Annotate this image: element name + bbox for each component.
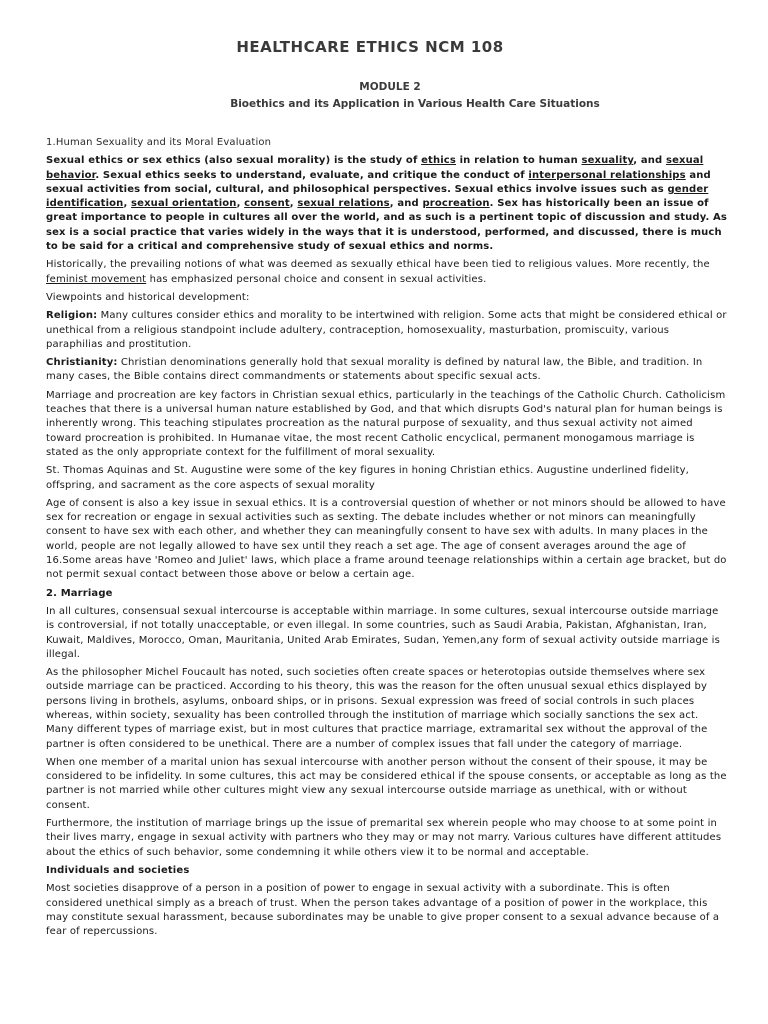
christianity-paragraph (46, 356, 728, 385)
feminist-movement-link[interactable]: feminist movement (46, 273, 147, 285)
text-run: Many cultures consider ethics and morality to be intertwined with religion. Some acts that might be considered ethical or unethical from a religious standpoint include adultery, contraception, homosexuality, masturbation, promiscuity, various paraphilias and prostitution. (46, 310, 727, 350)
individuals-heading: Individuals and societies (46, 864, 190, 876)
viewpoints-heading: Viewpoints and historical development: (46, 291, 250, 303)
christianity-label: Christianity: (46, 357, 118, 369)
text-run: in relation to human (455, 155, 582, 167)
marriage-paragraph-4: Furthermore, the institution of marriage brings up the issue of premarital sex wherein people who may choose to at some point in their lives marry, engage in sexual activity with partners who they may or may not marry. Various cultures have different attitudes about the ethics of such behavior, some condemning it while others view it to be normal and acceptable. (46, 818, 722, 858)
text-run: , (289, 198, 298, 210)
text-run: . Sex has historically been an issue of great importance to people in cultures all over the world, and as such is a pertinent topic of discussion and study. As sex is a social practice that varies widely in the ways that it is understood, performed, and discussed, there is much to be said for a critical and comprehensive study of sexual ethics and norms. (46, 198, 728, 253)
consent-link[interactable]: consent (244, 198, 290, 210)
text-run: has emphasized personal choice and consent in sexual activities. (146, 273, 487, 285)
document-title: HEALTHCARE ETHICS NCM 108 (236, 38, 504, 56)
text-run: . Sexual ethics seeks to understand, evaluate, and critique the conduct of (95, 169, 529, 181)
text-run: , and (389, 198, 423, 210)
age-of-consent-paragraph: Age of consent is also a key issue in sexual ethics. It is a controversial question of whether or not minors should be allowed to have sex for recreation or engage in sexual activities such as sexting. The debate includes whether or not minors can meaningfully consent to have sex with each other, and whether they can meaningfully consent to have sex with adults. In many places in the world, people are not legally allowed to have sex until they reach a set age. The age of consent averages around the age of 16.Some areas have 'Romeo and Juliet' laws, which place a frame around teenage relationships within a certain age bracket, but do not permit sexual contact between those above or below a certain age. (46, 497, 727, 581)
aquinas-paragraph: St. Thomas Aquinas and St. Augustine were some of the key figures in honing Christian ethics. Augustine underlined fidelity, offspring, and sacrament as the core aspects of sexual morality (46, 465, 689, 491)
module-label: MODULE 2 (359, 81, 421, 93)
religion-paragraph (46, 309, 728, 352)
text-run: and sexual activities from social, cultural, and philosophical perspectives. Sexual ethics involve issues such as (46, 169, 711, 195)
module-subtitle: Bioethics and its Application in Various Health Care Situations (230, 98, 600, 110)
sexual-orientation-link[interactable]: sexual orientation (131, 198, 237, 210)
text-run: Historically, the prevailing notions of what was deemed as sexually ethical have been tied to religious values. More recently, the (46, 259, 710, 271)
text-run: Christian denominations generally hold that sexual morality is defined by natural law, the Bible, and tradition. In many cases, the Bible contains direct commandments or statements about specific sexual acts. (46, 357, 703, 383)
sexuality-link[interactable]: sexuality (581, 155, 634, 167)
gender-identification-link[interactable]: gender identification (46, 183, 709, 210)
ethics-link[interactable]: ethics (421, 155, 456, 167)
marriage-paragraph-2: As the philosopher Michel Foucault has noted, such societies often create spaces or heterotopias outside themselves where sex outside marriage can be practiced. According to his theory, this was the reason for the often unusual sexual ethics displayed by persons living in brothels, asylums, onboard ships, or in prisons. Sexual expression was freed of social controls in such places whereas, within society, sexuality has been controlled through the institution of marriage which socially sanctions the sex act. Many different types of marriage exist, but in most cultures that practice marriage, extramarital sex without the approval of the partner is often considered to be unethical. There are a number of complex issues that fall under the category of marriage. (46, 667, 708, 750)
marriage-paragraph-3: When one member of a marital union has sexual intercourse with another person without the consent of their spouse, it may be considered to be infidelity. In some cultures, this act may be considered ethical if the spouse consents, or acceptable as long as the partner is not married while other cultures might view any sexual intercourse outside marriage as unethical, with or without consent. (46, 756, 727, 811)
interpersonal-relationships-link[interactable]: interpersonal relationships (528, 169, 686, 181)
marriage-paragraph-1: In all cultures, consensual sexual intercourse is acceptable within marriage. In some cultures, sexual intercourse outside marriage is controversial, if not totally unacceptable, or even illegal. In some countries, such as Saudi Arabia, Pakistan, Afghanistan, Iran, Kuwait, Maldives, Morocco, Oman, Mauritania, United Arab Emirates, Sudan, Yemen,any form of sexual activity outside marriage is illegal. (46, 605, 720, 660)
section-heading-1: 1.Human Sexuality and its Moral Evaluation (46, 137, 272, 148)
sexual-behavior-link[interactable]: sexual behavior (46, 155, 704, 181)
text-run: , (123, 198, 132, 210)
section-heading-2: 2. Marriage (46, 587, 113, 599)
marriage-procreation-paragraph: Marriage and procreation are key factors in Christian sexual ethics, particularly in the teachings of the Catholic Church. Catholicism teaches that there is a universal human nature established by God, and that which disrupts God's natural plan for human beings is inherently wrong. This teaching stipulates procreation as the natural purpose of sexuality, and thus sexual activity not aimed toward procreation is prohibited. In Humanae vitae, the most recent Catholic encyclical, permanent monogamous marriage is stated as the only appropriate context for the fulfillment of moral sexuality. (46, 389, 726, 458)
intro-paragraph (46, 154, 728, 254)
sexual-relations-link[interactable]: sexual relations (297, 198, 390, 210)
text-run: , and (633, 155, 666, 167)
text-run: , (236, 198, 245, 210)
procreation-link[interactable]: procreation (422, 198, 490, 210)
document-body (46, 136, 728, 943)
historically-paragraph (46, 258, 728, 287)
religion-label: Religion: (46, 310, 98, 322)
text-run: Sexual ethics or sex ethics (also sexual morality) is the study of (46, 155, 422, 167)
individuals-paragraph: Most societies disapprove of a person in a position of power to engage in sexual activity with a subordinate. This is often considered unethical simply as a breach of trust. When the person takes advantage of a position of power in the workplace, this may constitute sexual harassment, because subordinates may be unable to give proper consent to a sexual advance because of a fear of repercussions. (46, 883, 720, 938)
